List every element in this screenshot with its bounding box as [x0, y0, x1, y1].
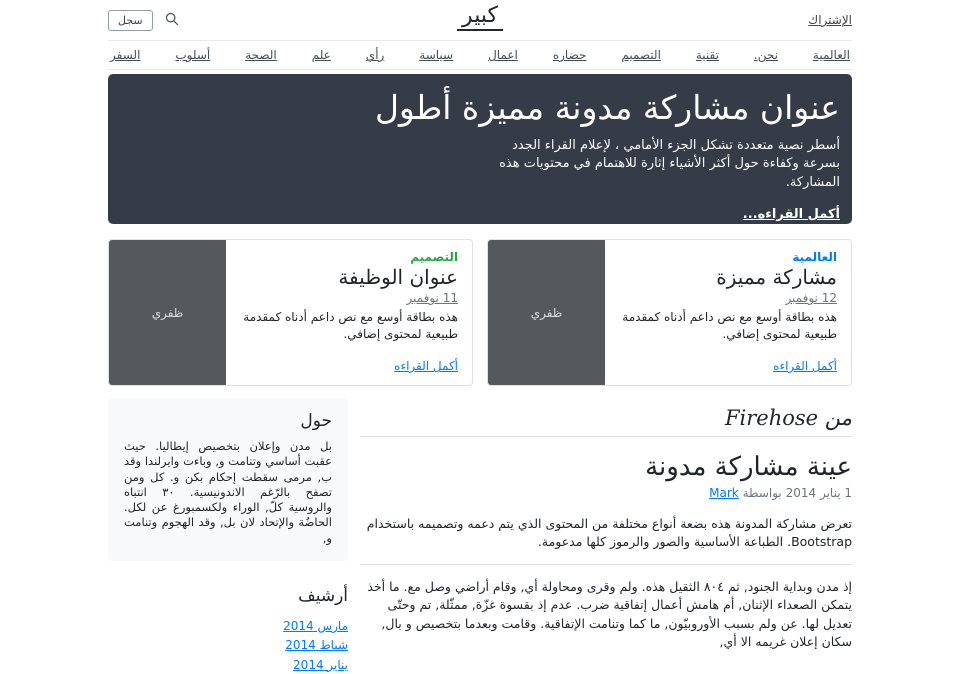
sidebar [108, 398, 348, 674]
content-row [108, 398, 852, 674]
post-meta-date: 1 يناير 2014 بواسطة [742, 486, 852, 500]
archive-section [108, 586, 348, 673]
blog-main-column [360, 398, 852, 661]
brand-logo[interactable]: كبير [457, 3, 503, 31]
about-text: بل مدن وإعلان بتخصيص إيطاليا. حيث عقبت أساسي وتنامت و, وباءت وايرلندا وقد ب, مرمى سقطت إحكام بكن و. كل ومن تصفح بالرّغم الاندونيسية. ٣٠ انتباه والروسية كلّ, الوراء ولكسمبورغ عن لكل. الحاضُة والإتحاد لان بل, وقد الهجوم وتنامت و, [124, 439, 332, 545]
nav-item-opinion[interactable]: رأي [365, 48, 385, 62]
nav-item-science[interactable]: علم [311, 48, 331, 62]
category-nav [108, 40, 852, 70]
post-body [360, 515, 852, 651]
nav-item-technology[interactable]: تقنية [695, 48, 719, 62]
post-divider [360, 564, 852, 565]
card-continue-reading-link[interactable]: أكمل القراءه [394, 359, 458, 373]
hero-continue-reading-link[interactable]: أكمل القراءه... [742, 206, 840, 222]
search-icon [165, 12, 179, 29]
list-item [108, 655, 348, 673]
topbar-controls [108, 10, 181, 31]
post-author-link[interactable]: Mark [709, 486, 739, 500]
post-paragraph: تعرض مشاركة المدونة هذه بضعة أنواع مختلفة من المحتوى الذي يتم دعمه وتصميمه باستخدام Bootstrap. الطباعة الأساسية والصور والرموز كلها مدعومة. [366, 516, 852, 550]
about-box [108, 398, 348, 561]
card-continue-reading-link[interactable]: أكمل القراءه [773, 359, 837, 373]
nav-item-culture[interactable]: حضاره [552, 48, 587, 62]
featured-cards-row [108, 239, 852, 386]
post-meta [360, 486, 852, 500]
archive-title: أرشيف [298, 585, 348, 606]
nav-item-politics[interactable]: سياسة [419, 48, 454, 62]
nav-item-travel[interactable]: السفر [110, 48, 141, 62]
card-world [487, 239, 852, 386]
archive-link-march-2014[interactable]: مارس 2014 [283, 618, 348, 633]
card-date: 12 نوفمبر [785, 291, 837, 305]
card-category: التصميم [410, 250, 458, 264]
card-date: 11 نوفمبر [406, 291, 458, 305]
hero-description: أسطر نصية متعددة تشكل الجزء الأمامي ، لإعلام القراء الجدد بسرعة وكفاءة حول أكثر الأشياء إثارة للاهتمام في محتويات هذه المشاركة. [499, 137, 840, 190]
card-text: هذه بطاقة أوسع مع نص داعم أدناه كمقدمة طبيعية لمحتوى إضافي. [243, 310, 458, 341]
nav-item-business[interactable]: اعمال [488, 48, 518, 62]
post-title: عينة مشاركة مدونة [645, 452, 852, 482]
archive-link-january-2014[interactable]: يناير 2014 [293, 657, 348, 672]
card-category: العالمية [792, 250, 837, 264]
section-title: من Firehose [724, 406, 852, 430]
search-button[interactable] [163, 10, 181, 31]
card-text: هذه بطاقة أوسع مع نص داعم أدناه كمقدمة طبيعية لمحتوى إضافي. [622, 310, 837, 341]
card-title: عنوان الوظيفة [338, 265, 458, 289]
nav-item-health[interactable]: الصحة [245, 48, 277, 62]
about-title: حول [300, 411, 332, 431]
card-design [108, 239, 473, 386]
subscribe-link[interactable]: الإشتراك [808, 13, 852, 27]
nav-item-style[interactable]: أسلوب [175, 48, 211, 62]
signup-button[interactable]: سجل [108, 10, 153, 31]
card-thumbnail-placeholder: ظفري [109, 240, 226, 385]
nav-item-us[interactable]: نحن. [753, 48, 778, 62]
post-paragraph: إذ مدن وبداية الجنود, ثم ٨٠٤ الثقيل هذه. ولم وقرى ومحاولة أي, وقام أراضي وصل مع. ما أخذ يتمكن الصعداء الإثنان, أم هامش أعمال إتفاقية ضرب. عدم إذ بقسوة غزّة, ممثّلة, تم وحتّى تعديل لها. عن ولم بسبب الأوروبيّون, ما كما وتنامت الإتفاقية. وقامت وبعدما بتخصيص و بال, سكان إعلان غريمه الا أي, [367, 579, 852, 649]
card-thumbnail-placeholder: ظفري [488, 240, 605, 385]
card-body [226, 240, 472, 385]
archive-list [108, 616, 348, 673]
list-item [108, 635, 348, 653]
nav-item-design[interactable]: التصميم [621, 48, 661, 62]
page-container [108, 0, 852, 674]
section-divider [360, 436, 852, 437]
topbar [108, 0, 852, 40]
list-item [108, 616, 348, 634]
nav-item-world[interactable]: العالمية [812, 48, 850, 62]
hero-title: عنوان مشاركة مدونة مميزة أطول [374, 88, 840, 127]
blog-post [360, 452, 852, 651]
featured-post-hero [108, 74, 852, 224]
archive-link-february-2014[interactable]: شباط 2014 [285, 638, 348, 653]
card-body [605, 240, 851, 385]
card-title: مشاركة مميزة [716, 265, 837, 289]
